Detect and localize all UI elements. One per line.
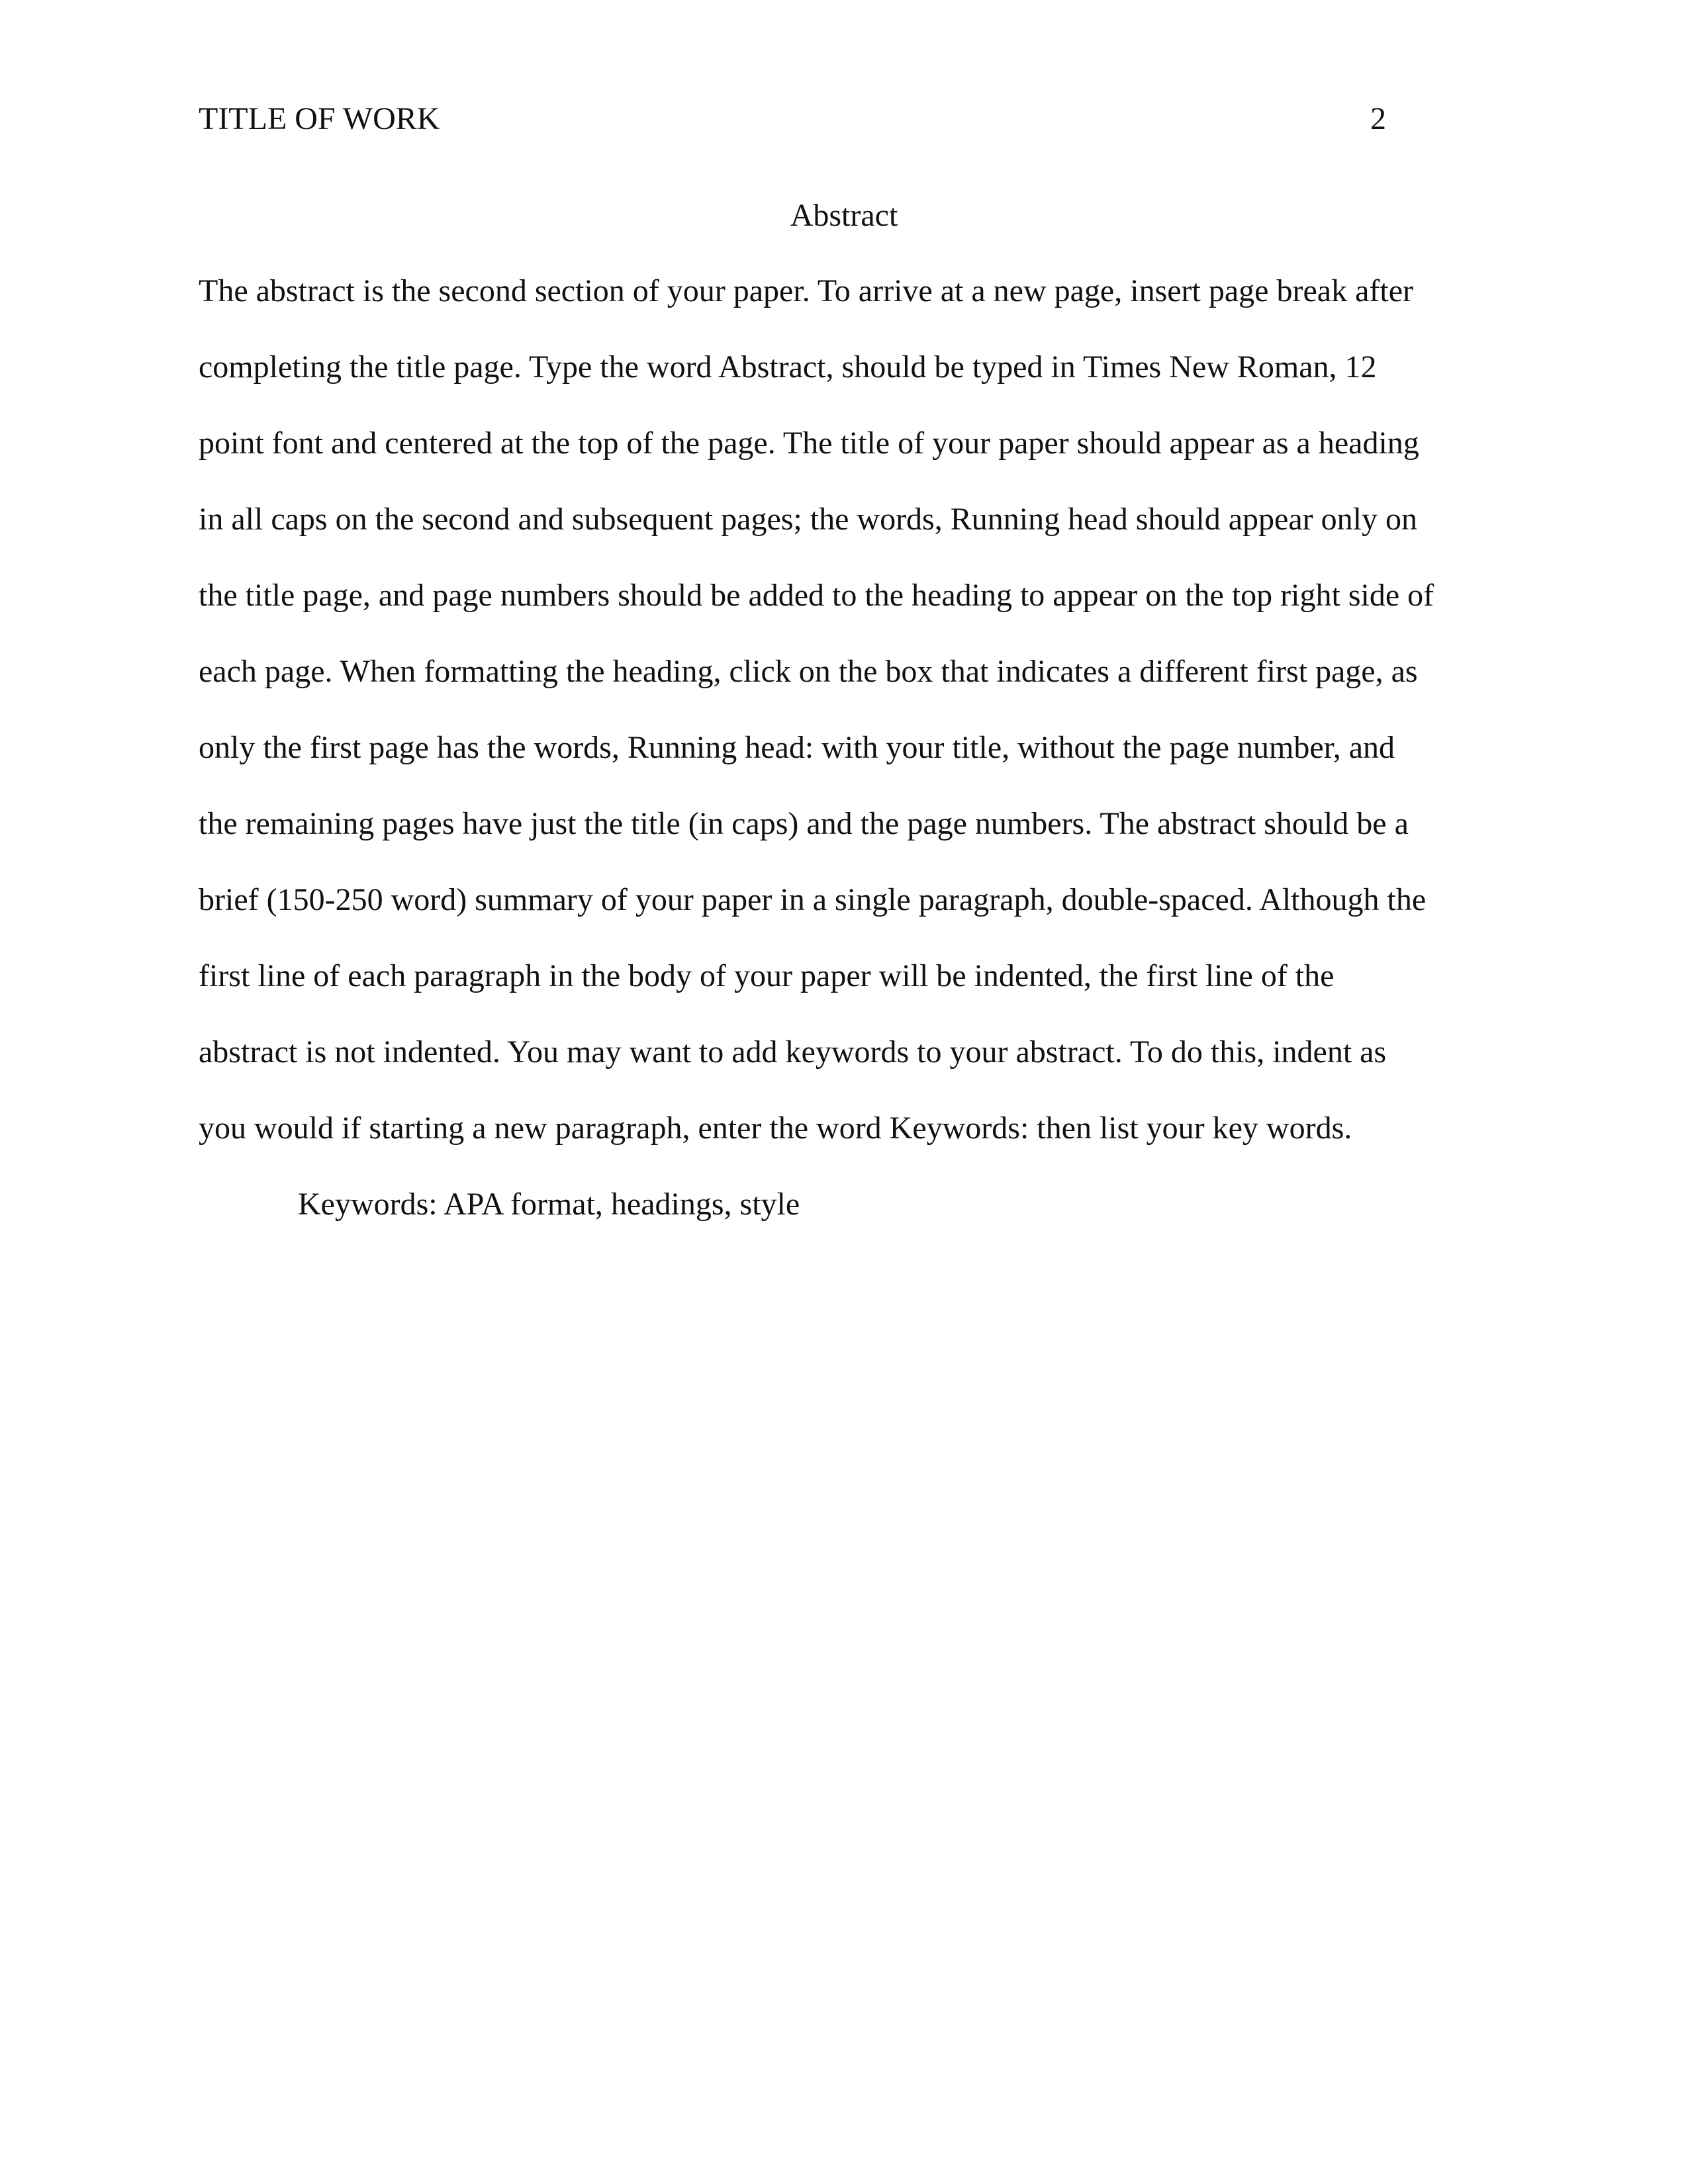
- keywords-line: Keywords: APA format, headings, style: [298, 1187, 800, 1222]
- abstract-line: only the first page has the words, Running head: with your title, without the page number, and: [199, 730, 1395, 765]
- abstract-heading: Abstract: [790, 198, 898, 233]
- page-number: 2: [1370, 101, 1386, 136]
- running-header-title: TITLE OF WORK: [199, 101, 440, 136]
- abstract-line: abstract is not indented. You may want to add keywords to your abstract. To do this, indent as: [199, 1034, 1387, 1069]
- abstract-line: point font and centered at the top of the page. The title of your paper should appear as a heading: [199, 426, 1419, 461]
- abstract-line: in all caps on the second and subsequent pages; the words, Running head should appear only on: [199, 502, 1417, 537]
- abstract-line: The abstract is the second section of your paper. To arrive at a new page, insert page break after: [199, 273, 1413, 308]
- abstract-line: the remaining pages have just the title (in caps) and the page numbers. The abstract should be a: [199, 806, 1409, 841]
- abstract-line: each page. When formatting the heading, click on the box that indicates a different first page, as: [199, 654, 1418, 689]
- abstract-line: brief (150-250 word) summary of your paper in a single paragraph, double-spaced. Although the: [199, 882, 1427, 917]
- abstract-line: you would if starting a new paragraph, enter the word Keywords: then list your key words.: [199, 1111, 1352, 1146]
- abstract-line: completing the title page. Type the word Abstract, should be typed in Times New Roman, 12: [199, 349, 1377, 385]
- abstract-paragraph: [199, 271, 1523, 1185]
- abstract-line: first line of each paragraph in the body of your paper will be indented, the first line of the: [199, 958, 1335, 993]
- abstract-line: the title page, and page numbers should be added to the heading to appear on the top right side of: [199, 578, 1434, 613]
